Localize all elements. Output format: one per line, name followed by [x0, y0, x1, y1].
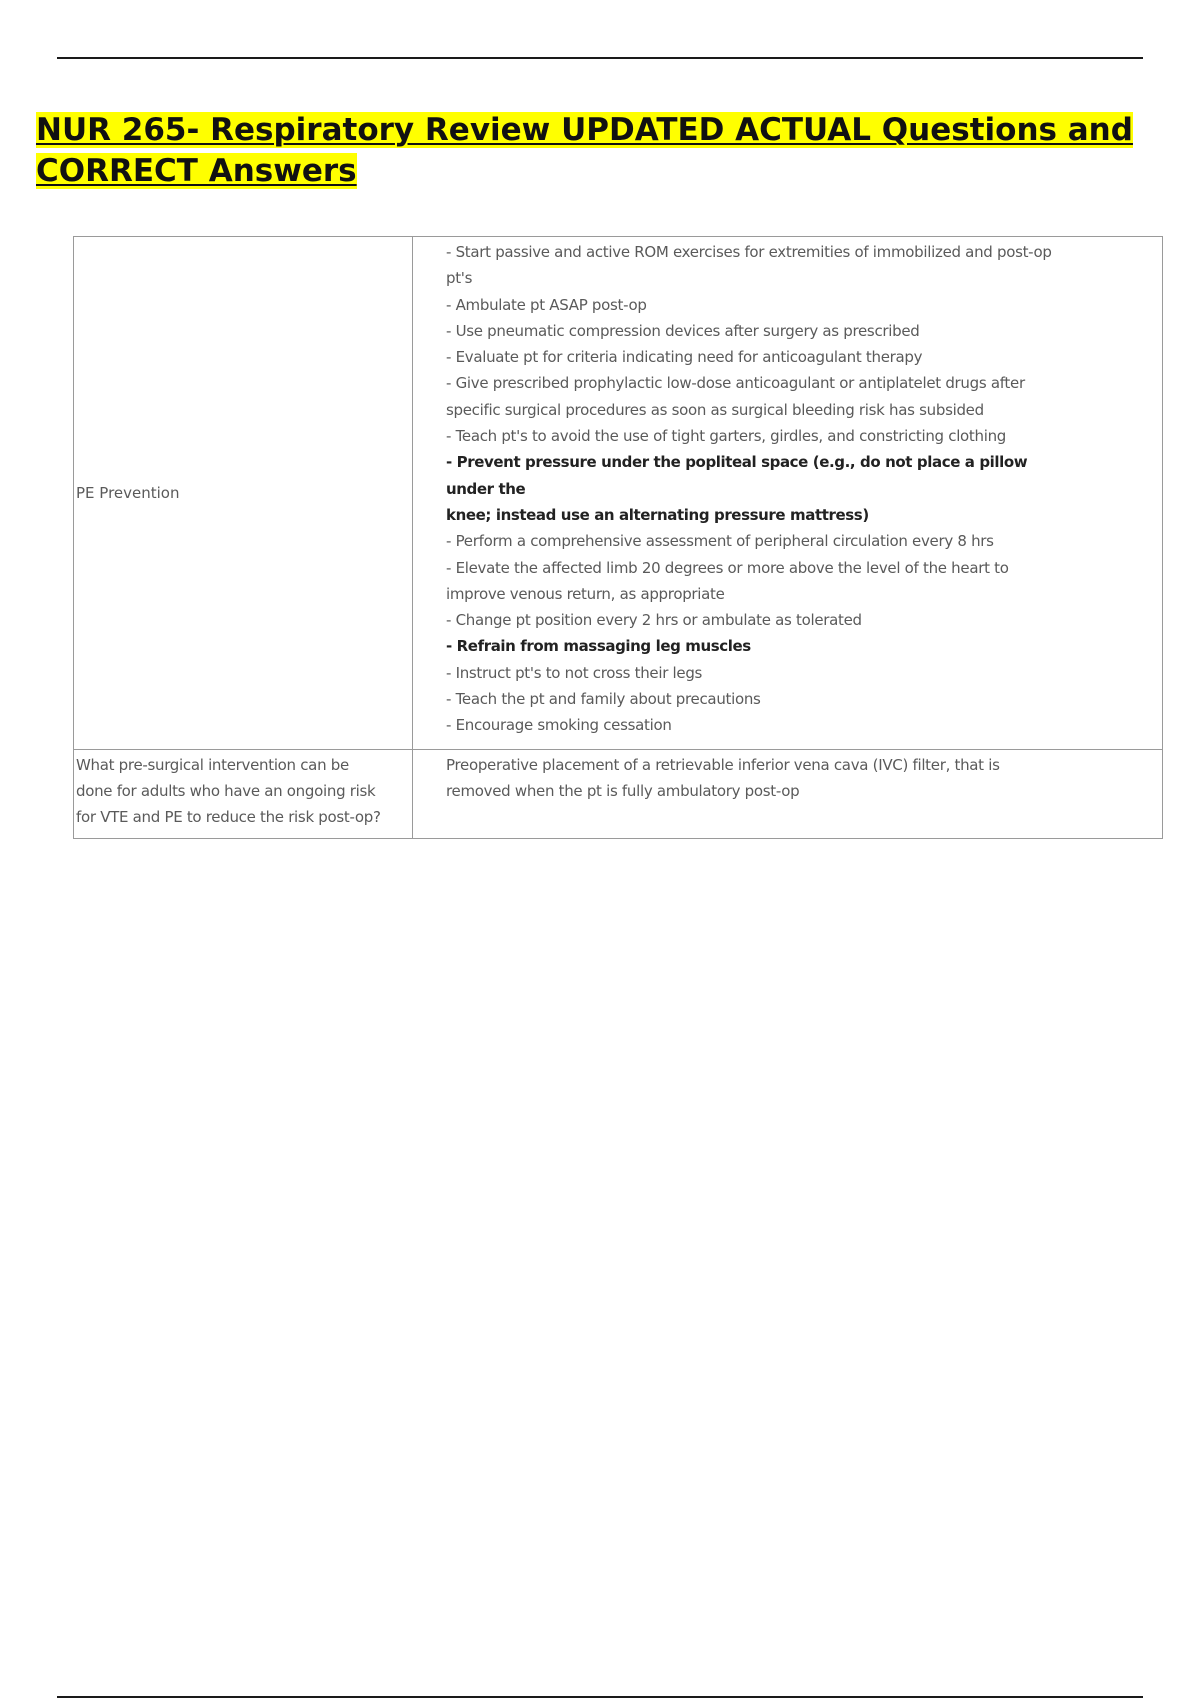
- table-row: [74, 237, 1163, 750]
- definition-line: - Encourage smoking cessation: [446, 716, 672, 735]
- definition-line: - Teach the pt and family about precautions: [446, 690, 761, 709]
- definition-line: - Perform a comprehensive assessment of peripheral circulation every 8 hrs: [446, 532, 994, 551]
- definition-line: improve venous return, as appropriate: [446, 584, 725, 603]
- definition-line: removed when the pt is fully ambulatory post-op: [446, 781, 800, 800]
- definition-line: - Change pt position every 2 hrs or ambulate as tolerated: [446, 611, 862, 630]
- definition-line: - Evaluate pt for criteria indicating need for anticoagulant therapy: [446, 348, 923, 367]
- definition-cell: [413, 237, 1163, 750]
- definition-line: specific surgical procedures as soon as surgical bleeding risk has subsided: [446, 400, 984, 419]
- header-rule: [57, 57, 1143, 59]
- term-cell: [74, 237, 413, 750]
- term-line: done for adults who have an ongoing risk: [76, 781, 376, 800]
- definition-line: - Give prescribed prophylactic low-dose anticoagulant or antiplatelet drugs after: [446, 374, 1025, 393]
- term-line: What pre-surgical intervention can be: [76, 755, 349, 774]
- definition-cell: [413, 749, 1163, 838]
- definition-line-bold: - Refrain from massaging leg muscles: [446, 637, 751, 656]
- document-title: NUR 265- Respiratory Review UPDATED ACTUAL Questions and CORRECT Answers: [36, 112, 1133, 189]
- definition-line: - Instruct pt's to not cross their legs: [446, 663, 703, 682]
- term-text: PE Prevention: [76, 483, 180, 502]
- definition-line: - Teach pt's to avoid the use of tight garters, girdles, and constricting clothing: [446, 427, 1007, 446]
- definition-line: - Elevate the affected limb 20 degrees or more above the level of the heart to: [446, 558, 1009, 577]
- definition-line: Preoperative placement of a retrievable inferior vena cava (IVC) filter, that is: [446, 755, 1000, 774]
- term-cell: [74, 749, 413, 838]
- term-line: for VTE and PE to reduce the risk post-op?: [76, 807, 381, 826]
- definition-line: pt's: [446, 269, 473, 288]
- definition-line: - Use pneumatic compression devices after surgery as prescribed: [446, 321, 920, 340]
- qa-table: [73, 236, 1163, 839]
- definition-line-bold: knee; instead use an alternating pressure mattress): [446, 505, 869, 524]
- definition-line: - Start passive and active ROM exercises for extremities of immobilized and post-op: [446, 243, 1052, 261]
- table-row: [74, 749, 1163, 838]
- definition-line: - Ambulate pt ASAP post-op: [446, 295, 647, 314]
- definition-line-bold: - Prevent pressure under the popliteal space (e.g., do not place a pillow under the: [446, 453, 1028, 498]
- footer-rule: [57, 1696, 1143, 1698]
